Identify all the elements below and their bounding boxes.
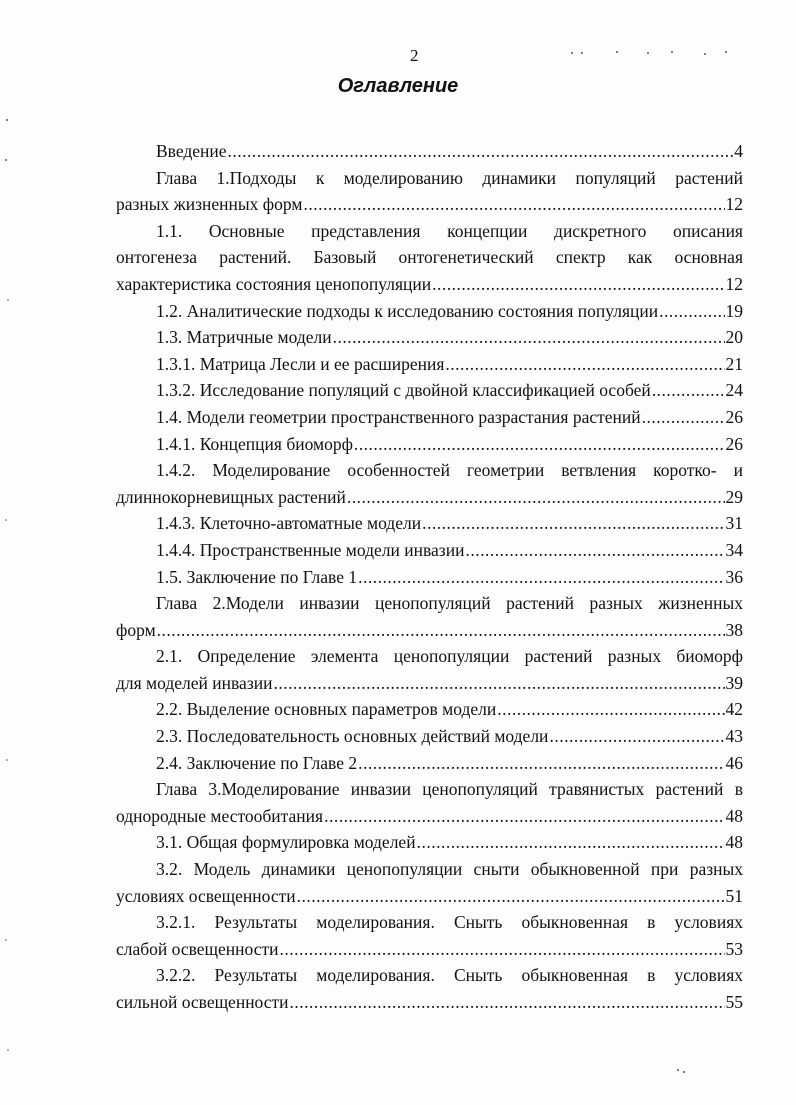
toc-entry	[116, 962, 743, 1015]
toc-entry	[116, 909, 743, 962]
toc-entry-last-line	[116, 351, 743, 378]
toc-entry-title: 1.4. Модели геометрии пространственного разрастания растений	[156, 406, 641, 427]
toc-page-number: 29	[725, 486, 743, 507]
toc-page-number: 36	[725, 566, 743, 587]
toc-entry	[116, 537, 743, 564]
toc-entry	[116, 723, 743, 750]
toc-entry-last-line	[116, 484, 743, 511]
toc-page-number: 51	[725, 885, 743, 906]
toc-entry-line: Глава 2.Модели инвазии ценопопуляций растений разных жизненных	[156, 593, 743, 614]
page-number: 2	[410, 46, 419, 65]
toc-entry-title: 1.3.1. Матрица Лесли и ее расширения	[156, 353, 445, 374]
toc-page-number: 53	[725, 938, 743, 959]
toc-entry	[116, 298, 743, 325]
page-title: Оглавление	[337, 75, 459, 97]
toc-entry-last-line	[116, 750, 743, 777]
toc-leader-dots	[297, 883, 725, 910]
toc-leader-dots	[354, 431, 725, 458]
toc-entry-line: Глава 3.Моделирование инвазии ценопопуляций травянистых растений в	[156, 779, 743, 800]
toc-entry-title: 2.2. Выделение основных параметров модели	[156, 699, 497, 720]
toc-entry	[116, 643, 743, 696]
toc-entry	[116, 404, 743, 431]
toc-entry-last-line	[116, 537, 743, 564]
toc-entry-last-line	[116, 138, 743, 165]
toc-entry-title: 1.3.2. Исследование популяций с двойной классификацией особей	[156, 380, 651, 401]
toc-entry-last-line	[116, 936, 743, 963]
toc-leader-dots	[417, 829, 725, 856]
toc-leader-dots	[642, 404, 725, 431]
toc-entry-last-line	[116, 723, 743, 750]
toc-page-number: 42	[725, 699, 743, 720]
toc-entry-line: Глава 1.Подходы к моделированию динамики популяций растений	[156, 167, 743, 188]
toc-entry-line: 3.2.1. Результаты моделирования. Сныть обыкновенная в условиях	[156, 912, 743, 933]
toc-leader-dots	[324, 803, 724, 830]
toc-entry-title: 3.1. Общая формулировка моделей	[156, 832, 416, 853]
table-of-contents	[116, 138, 743, 1016]
toc-entry	[116, 750, 743, 777]
toc-entry-title: длиннокорневищных растений	[116, 486, 346, 507]
toc-page-number: 31	[725, 513, 743, 534]
toc-entry-last-line	[116, 883, 743, 910]
toc-entry-title: 1.4.3. Клеточно-автоматные модели	[156, 513, 422, 534]
toc-entry	[116, 165, 743, 218]
toc-leader-dots	[347, 484, 725, 511]
toc-entry-title: сильной освещенности	[116, 992, 289, 1012]
toc-entry	[116, 510, 743, 537]
toc-page-number: 48	[725, 805, 743, 826]
toc-entry	[116, 696, 743, 723]
toc-page-number: 26	[725, 406, 743, 427]
toc-leader-dots	[652, 377, 725, 404]
toc-page-number: 24	[725, 380, 743, 401]
toc-leader-dots	[422, 510, 724, 537]
toc-entry-line: 1.4.2. Моделирование особенностей геометрии ветвления коротко- и	[156, 460, 743, 481]
toc-leader-dots	[465, 537, 724, 564]
toc-entry-line: 3.2.2. Результаты моделирования. Сныть обыкновенная в условиях	[156, 965, 743, 986]
toc-entry-last-line	[116, 670, 743, 697]
toc-entry-line: 2.1. Определение элемента ценопопуляции растений разных биоморф	[156, 646, 743, 667]
toc-entry-last-line	[116, 617, 743, 644]
toc-entry-last-line	[116, 271, 743, 298]
toc-page-number: 21	[725, 353, 743, 374]
toc-entry	[116, 377, 743, 404]
toc-entry-title: однородные местообитания	[116, 805, 324, 826]
toc-entry-title: 1.5. Заключение по Главе 1	[156, 566, 358, 587]
toc-leader-dots	[358, 750, 724, 777]
toc-entry	[116, 138, 743, 165]
toc-entry	[116, 776, 743, 829]
toc-page-number: 20	[725, 327, 743, 348]
toc-leader-dots	[358, 564, 724, 591]
toc-page-number: 46	[725, 752, 743, 773]
toc-entry	[116, 218, 743, 298]
toc-entry-last-line	[116, 803, 743, 830]
toc-entry-last-line	[116, 510, 743, 537]
toc-page-number: 34	[725, 539, 743, 560]
toc-entry-title: 1.2. Аналитические подходы к исследованию состояния популяции	[156, 300, 659, 321]
toc-entry-last-line	[116, 324, 743, 351]
toc-page-number: 48	[725, 832, 743, 853]
toc-entry-line: 1.1. Основные представления концепции дискретного описания	[156, 220, 743, 241]
toc-leader-dots	[497, 696, 724, 723]
toc-entry	[116, 856, 743, 909]
toc-entry-title: слабой освещенности	[116, 938, 279, 959]
toc-entry	[116, 829, 743, 856]
toc-entry-title: 1.4.1. Концепция биоморф	[156, 433, 353, 454]
toc-entry-title: разных жизненных форм	[116, 194, 303, 215]
toc-entry-title: для моделей инвазии	[116, 672, 273, 693]
toc-entry-title: 2.4. Заключение по Главе 2	[156, 752, 358, 773]
toc-entry-title: 2.3. Последовательность основных действий модели	[156, 726, 549, 747]
toc-entry-line: онтогенеза растений. Базовый онтогенетический спектр как основная	[116, 247, 743, 268]
toc-entry-title: условиях освещенности	[116, 885, 296, 906]
toc-entry	[116, 324, 743, 351]
toc-entry-last-line	[116, 298, 743, 325]
toc-entry-title: форм	[116, 619, 156, 640]
toc-page-number: 26	[725, 433, 743, 454]
toc-entry	[116, 564, 743, 591]
toc-leader-dots	[303, 191, 724, 218]
toc-page-number: 4	[734, 141, 743, 161]
toc-entry-last-line	[116, 829, 743, 856]
toc-page-number: 12	[725, 273, 743, 294]
toc-page-number: 12	[725, 194, 743, 215]
toc-entry	[116, 457, 743, 510]
toc-entry-title: 1.4.4. Пространственные модели инвазии	[156, 539, 465, 560]
toc-entry	[116, 590, 743, 643]
toc-page-number: 38	[725, 619, 743, 640]
toc-entry-last-line	[116, 431, 743, 458]
toc-page-number: 39	[725, 672, 743, 693]
toc-leader-dots	[279, 936, 724, 963]
toc-leader-dots	[273, 670, 724, 697]
toc-leader-dots	[333, 324, 725, 351]
toc-entry-last-line	[116, 377, 743, 404]
toc-entry-last-line	[116, 404, 743, 431]
toc-leader-dots	[659, 298, 724, 325]
toc-page-number: 55	[725, 992, 743, 1012]
toc-entry	[116, 431, 743, 458]
toc-entry-title: характеристика состояния ценопопуляции	[116, 273, 432, 294]
toc-entry-title: 1.3. Матричные модели	[156, 327, 332, 348]
toc-page-number: 19	[725, 300, 743, 321]
toc-entry-last-line	[116, 989, 743, 1016]
toc-entry-last-line	[116, 696, 743, 723]
toc-entry-last-line	[116, 564, 743, 591]
toc-entry-title: Введение	[156, 141, 227, 161]
toc-page-number: 43	[725, 726, 743, 747]
toc-leader-dots	[157, 617, 725, 644]
toc-leader-dots	[445, 351, 724, 378]
toc-entry-line: 3.2. Модель динамики ценопопуляции сныти обыкновенной при разных	[156, 859, 743, 880]
toc-leader-dots	[228, 138, 734, 165]
toc-leader-dots	[549, 723, 724, 750]
toc-entry	[116, 351, 743, 378]
toc-entry-last-line	[116, 191, 743, 218]
toc-leader-dots	[432, 271, 724, 298]
toc-leader-dots	[290, 989, 725, 1016]
